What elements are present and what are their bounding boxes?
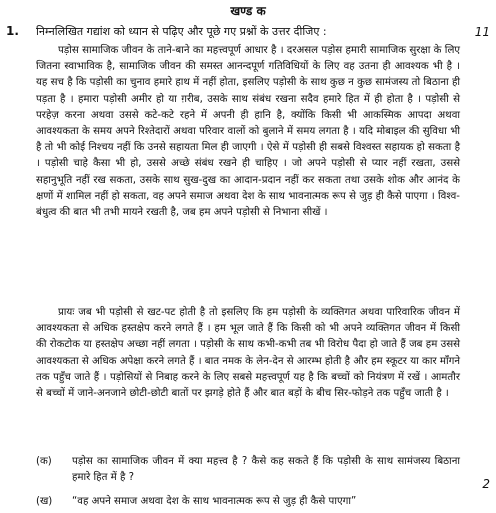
- passage-paragraph-2: प्रायः जब भी पड़ोसी से खट-पट होती है तो इसलिए कि हम पड़ोसी के व्यक्तिगत अथवा पारिवारिक जीवन में आवश्यकता से अधिक हस्तक्षेप करने लगते हैं । हम भूल जाते हैं कि किसी को भी अपने व्यक्तिगत जीवन में किसी की रोकटोक या हस्तक्षेप अच्छा नहीं लगता । पड़ोसी के साथ कभी-कभी तब भी विरोध पैदा हो जाते हैं जब हम उससे आवश्यकता से अधिक अपेक्षा करने लगते हैं । बात नमक के लेन-देन से आरम्भ होती है और हम स्कूटर या कार माँगने तक पहुँच जाते हैं । पड़ोसियों से निबाह करने के लिए सबसे महत्त्वपूर्ण यह है कि बच्चों को नियंत्रण में रखें । आमतौर से बच्चों में जाने-अनजाने छोटी-छोटी बातों पर झगड़े होते हैं और बात बड़ों के बीच सिर-फोड़ने तक पहुँच जाती है ।: [36, 307, 460, 400]
- section-title: खण्ड क: [230, 4, 266, 18]
- subquestion-marks: 2: [482, 477, 490, 491]
- subquestion-text: पड़ोस का सामाजिक जीवन में क्या महत्त्व है ? कैसे कह सकते हैं कि पड़ोसी के साथ सामंजस्य बिठाना हमारे हित में है ?: [72, 456, 460, 483]
- subquestion-label: (क): [36, 456, 52, 467]
- subquestion-text: “वह अपने समाज अथवा देश के साथ भावनात्मक रूप से जुड़ ही कैसे पाएगा”: [72, 496, 357, 507]
- question-number: 1.: [6, 24, 19, 38]
- question-marks: 11: [474, 25, 490, 39]
- passage-paragraph-1: पड़ोस सामाजिक जीवन के ताने-बाने का महत्त्वपूर्ण आधार है । दरअसल पड़ोस हमारी सामाजिक सुरक्षा के लिए जितना स्वाभाविक है, सामाजिक जीवन की समस्त आनन्दपूर्ण गतिविधियों के लिए वह उतना ही आवश्यक भी है । यह सच है कि पड़ोसी का चुनाव हमारे हाथ में नहीं होता, इसलिए पड़ोसी के साथ कुछ न कुछ सामंजस्य तो बिठाना ही पड़ता है । हमारा पड़ोसी अमीर हो या ग़रीब, उसके साथ संबंध रखना सदैव हमारे हित में ही होता है । पड़ोसी से परहेज़ करना अथवा उससे कटे-कटे रहने में अपनी ही हानि है, क्योंकि किसी भी आकस्मिक आपदा अथवा आवश्यकता के समय अपने रिश्तेदारों अथवा परिवार वालों को बुलाने में समय लगता है । यदि मोबाइल की सुविधा भी है तो भी कोई निश्चय नहीं कि उनसे सहायता मिल ही जाएगी । ऐसे में पड़ोसी ही सबसे विश्वस्त सहायक हो सकता है । पड़ोसी चाहे कैसा भी हो, उससे अच्छे संबंध रखने ही चाहिए । जो अपने पड़ोसी से प्यार नहीं रखता, उससे सहानुभूति नहीं रख सकता, उसके साथ सुख-दुख का आदान-प्रदान नहीं कर सकता तथा उसके शोक और आनंद के क्षणों में शामिल नहीं हो सकता, वह अपने समाज अथवा देश के साथ भावनात्मक रूप से जुड़ ही कैसे पाएगा । विश्व-बंधुत्व की बात भी तभी मायने रखती है, जब हम अपने पड़ोसी से निभाना सीखें ।: [36, 45, 460, 219]
- subquestion-label: (ख): [36, 496, 53, 507]
- question-instruction: निम्नलिखित गद्यांश को ध्यान से पढ़िए और पूछे गए प्रश्नों के उत्तर दीजिए :: [36, 25, 327, 38]
